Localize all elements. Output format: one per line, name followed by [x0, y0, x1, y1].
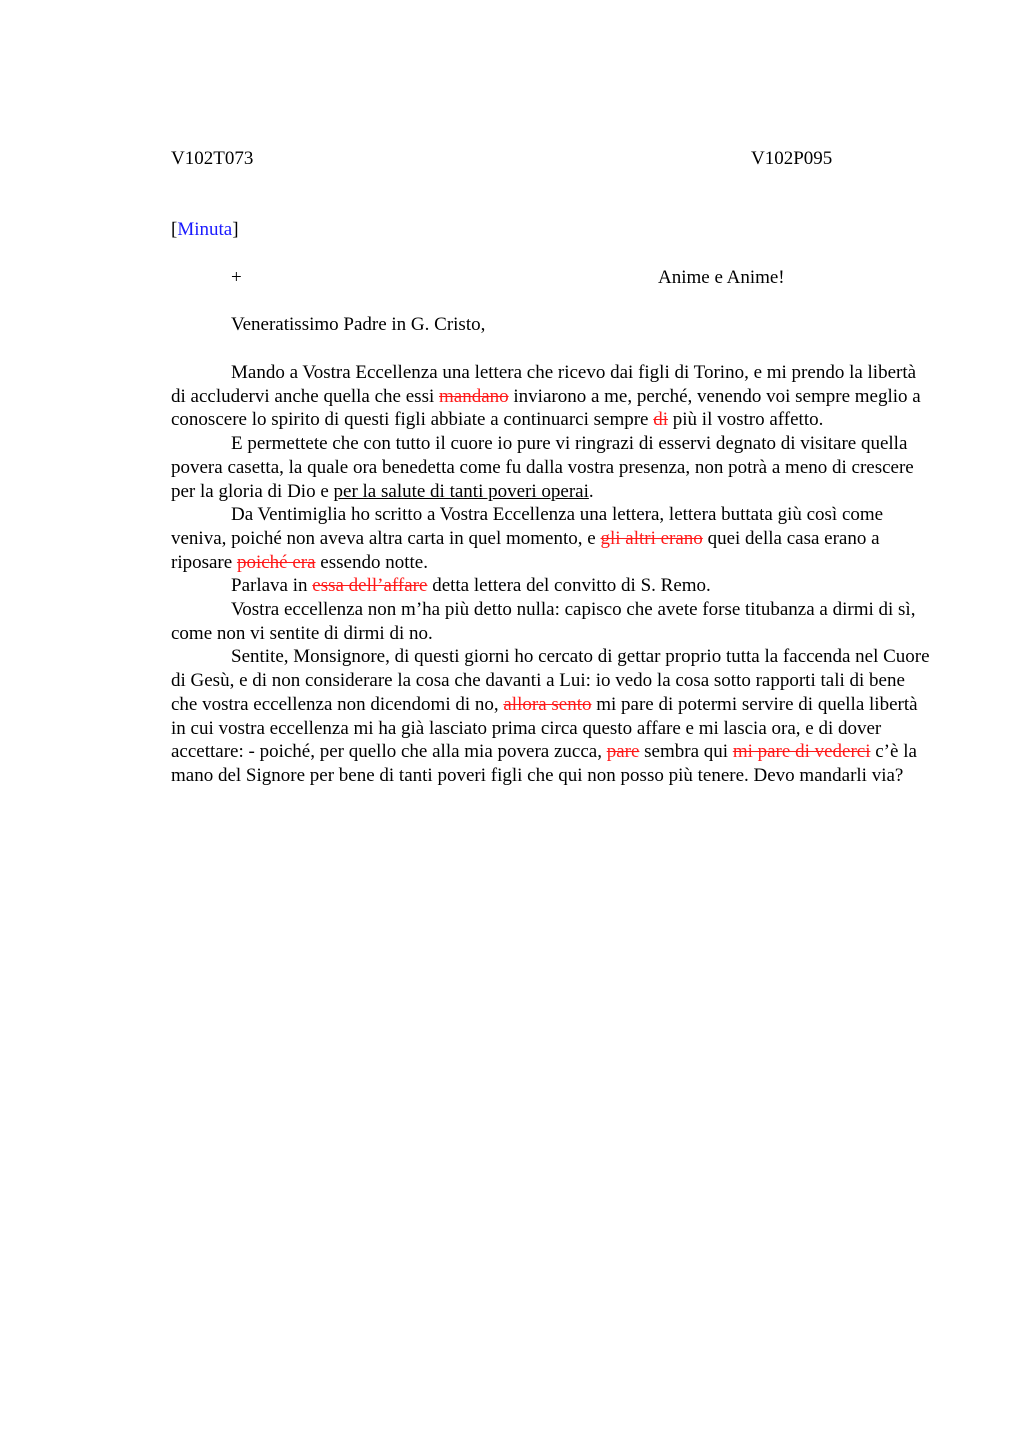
text-segment: Da Ventimiglia ho scritto a Vostra Eccellenza una lettera, lettera buttata giù così come veniva, poiché non aveva altra carta in quel momento, e	[171, 504, 884, 549]
paragraph-6	[171, 645, 931, 787]
text-segment: Sentite, Monsignore, di questi giorni ho cercato di gettar proprio tutta la faccenda nel Cuore di Gesù, e di non considerare la cosa che davanti a Lui: io vedo la cosa sotto rapporti tali di bene che vostra eccellenza non dicendomi di no,	[171, 646, 930, 715]
text-segment: essendo notte.	[315, 551, 428, 573]
deleted-text: poiché era	[236, 551, 316, 573]
label-word: Minuta	[177, 219, 233, 240]
document-code-left: V102T073	[171, 148, 254, 169]
text-segment: Vostra eccellenza non m’ha più detto nulla: capisco che avete forse titubanza a dirmi di sì, come non vi sentite di dirmi di no.	[171, 599, 916, 644]
deleted-text: mandano	[439, 385, 509, 407]
letter-body	[171, 361, 931, 788]
label-open-bracket: [	[171, 219, 178, 240]
deleted-text: gli altri erano	[600, 527, 703, 549]
deleted-text: di	[653, 409, 669, 431]
underlined-text: per la salute di tanti poveri operai	[333, 480, 589, 502]
minuta-label	[171, 218, 239, 241]
deleted-text: mi pare di vederci	[732, 741, 871, 763]
text-segment: E permettete che con tutto il cuore io pure vi ringrazi di esservi degnato di visitare quella povera casetta, la quale ora benedetta come fu dalla vostra presenza, non potrà a meno di crescere per la gloria di Dio e	[171, 433, 914, 502]
paragraph-4	[171, 574, 931, 598]
cross-symbol: +	[231, 267, 242, 288]
text-segment: c’è la mano del Signore per bene di tanti poveri figli che qui non posso più tenere. Devo mandarli via?	[171, 741, 917, 786]
salutation: Veneratissimo Padre in G. Cristo,	[231, 314, 486, 335]
deleted-text: essa dell’affare	[312, 575, 428, 597]
deleted-text: pare	[606, 741, 640, 763]
label-close-bracket: ]	[232, 219, 239, 240]
text-segment: .	[588, 480, 594, 502]
text-segment: mi pare di potermi servire di quella libertà in cui vostra eccellenza mi ha già lasciato prima circa questo affare e mi lascia ora, e di dover accettare: - poiché, per quello che alla mia povera zucca,	[171, 693, 918, 763]
text-segment: inviarono a me, perché, venendo voi sempre meglio a conoscere lo spirito di questi figli abbiate a continuarci sempre	[171, 385, 921, 431]
paragraph-2	[171, 432, 931, 503]
deleted-text: allora sento	[503, 693, 592, 715]
text-segment: più il vostro affetto.	[668, 409, 824, 431]
paragraph-5	[171, 598, 931, 645]
text-segment: sembra qui	[639, 741, 733, 763]
text-segment: Mando a Vostra Eccellenza una lettera che ricevo dai figli di Torino, e mi prendo la libertà di accludervi anche quella che essi	[171, 362, 917, 407]
text-segment: Parlava in	[231, 575, 313, 597]
motto: Anime e Anime!	[658, 267, 785, 288]
document-code-right: V102P095	[751, 148, 833, 169]
text-segment: quei della casa erano a riposare	[171, 527, 880, 573]
text-segment: detta lettera del convitto di S. Remo.	[427, 575, 711, 597]
paragraph-1	[171, 361, 931, 432]
paragraph-3	[171, 503, 931, 574]
